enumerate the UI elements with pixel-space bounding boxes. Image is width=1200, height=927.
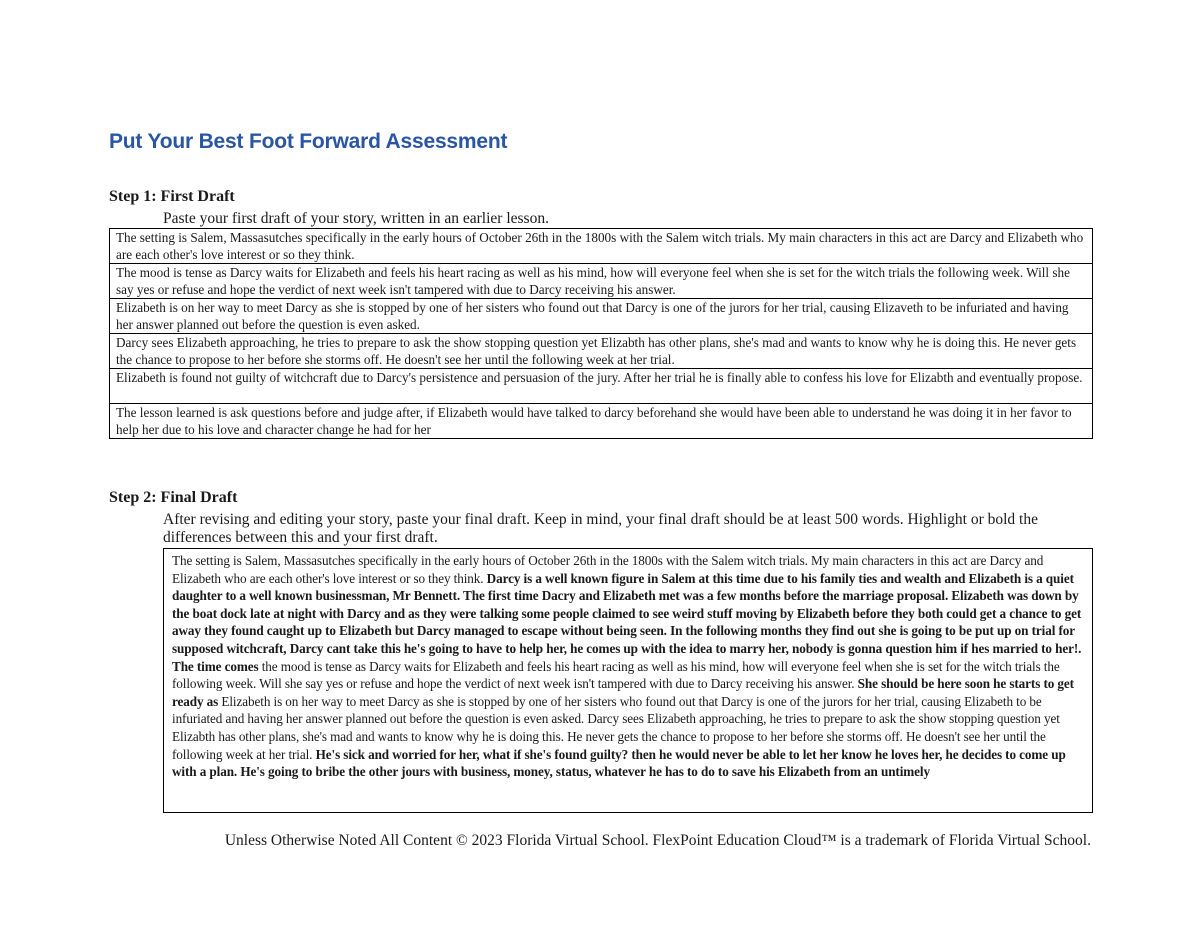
table-row (110, 264, 1093, 299)
final-draft-box (163, 548, 1093, 813)
draft-cell: Elizabeth is on her way to meet Darcy as she is stopped by one of her sisters who found out that Darcy is one of the jurors for her trial, causing Elizaveth to be infuriated and having her answer planned out before the question is even asked. (110, 299, 1093, 334)
step2-heading: Step 2: Final Draft (109, 489, 238, 506)
final-draft-bold-text: Darcy is a well known figure in Salem at this time due to his family ties and wealth and Elizabeth is a quiet daughter to a well known businessman, Mr Bennett. The first time Dacry and Elizabeth met was a few months before the marriage proposal. Elizabeth was down by the boat dock late at night with Darcy and as they were talking some people claimed to see weird stuff moving by Elizabeth before they both could get a chance to get away they found caught up to Elizabeth but Darcy managed to escape without being seen. In the following months they find out she is going to be put up on trial for supposed witchcraft, Darcy cant take this he's going to have to help her, he comes up with the idea to marry her, nobody is gonna question him if hes married to her!. The time comes (172, 570, 1082, 674)
step1-instruction: Paste your first draft of your story, written in an earlier lesson. (163, 210, 549, 227)
table-row (110, 369, 1093, 404)
table-row (110, 229, 1093, 264)
first-draft-table (109, 228, 1093, 439)
copyright-footer: Unless Otherwise Noted All Content © 2023 Florida Virtual School. FlexPoint Education Cloud™ is a trademark of Florida Virtual School. (224, 832, 1091, 849)
final-draft-text: the mood is tense as Darcy waits for Elizabeth and feels his heart racing as well as his mind, how will everyone feel when she is set for the witch trials the following week. Will she say yes or refuse and hope the verdict of next week isn't tampered with due to Darcy receiving his answer. (172, 658, 1060, 692)
draft-cell: The setting is Salem, Massasutches specifically in the early hours of October 26th in the 1800s with the Salem witch trials. My main characters in this act are Darcy and Elizabeth who are each other's love interest or so they think. (110, 229, 1093, 264)
table-row (110, 299, 1093, 334)
step2-instruction: After revising and editing your story, paste your final draft. Keep in mind, your final draft should be at least 500 words. Highlight or bold the differences between this and your first draft. (163, 511, 1038, 546)
final-draft-bold-text: She should be here soon he starts to get ready as (172, 676, 1074, 709)
draft-cell: The lesson learned is ask questions before and judge after, if Elizabeth would have talked to darcy beforehand she would have been able to understand he was doing it in her favor to help her due to his love and character change he had for her (110, 404, 1093, 439)
step1-heading: Step 1: First Draft (109, 188, 235, 205)
final-draft-text: Elizabeth is on her way to meet Darcy as she is stopped by one of her sisters who found out that Darcy is one of the jurors for her trial, causing Elizabeth to be infuriated and having her answer planned out before the question is even asked. Darcy sees Elizabeth approaching, he tries to prepare to ask the show stopping question yet Elizabth has other plans, she's mad and wants to know why he is doing this. He never gets the chance to propose to her before she storms off. He doesn't see her until the following week at her trial. (172, 693, 1060, 762)
final-draft-bold-text: He's sick and worried for her, what if she's found guilty? then he would never be able to let her know he loves her, he decides to come up with a plan. He's going to bribe the other jours with business, money, status, whatever he has to do to save his Elizabeth from an untimely (172, 746, 1066, 780)
draft-cell: Darcy sees Elizabeth approaching, he tries to prepare to ask the show stopping question yet Elizabth has other plans, she's mad and wants to know why he is doing this. He never gets the chance to propose to her before she storms off. He doesn't see her until the following week at her trial. (110, 334, 1093, 369)
draft-cell: The mood is tense as Darcy waits for Elizabeth and feels his heart racing as well as his mind, how will everyone feel when she is set for the witch trials the following week. Will she say yes or refuse and hope the verdict of next week isn't tampered with due to Darcy receiving his answer. (110, 264, 1093, 299)
draft-cell: Elizabeth is found not guilty of witchcraft due to Darcy's persistence and persuasion of the jury. After her trial he is finally able to confess his love for Elizabth and eventually propose. (110, 369, 1093, 404)
page-title: Put Your Best Foot Forward Assessment (109, 130, 508, 153)
final-draft-text: The setting is Salem, Massasutches specifically in the early hours of October 26th in the 1800s with the Salem witch trials. My main characters in this act are Darcy and Elizabeth who are each other's love interest or so they think. (172, 553, 1044, 586)
table-row (110, 334, 1093, 369)
table-row (110, 404, 1093, 439)
